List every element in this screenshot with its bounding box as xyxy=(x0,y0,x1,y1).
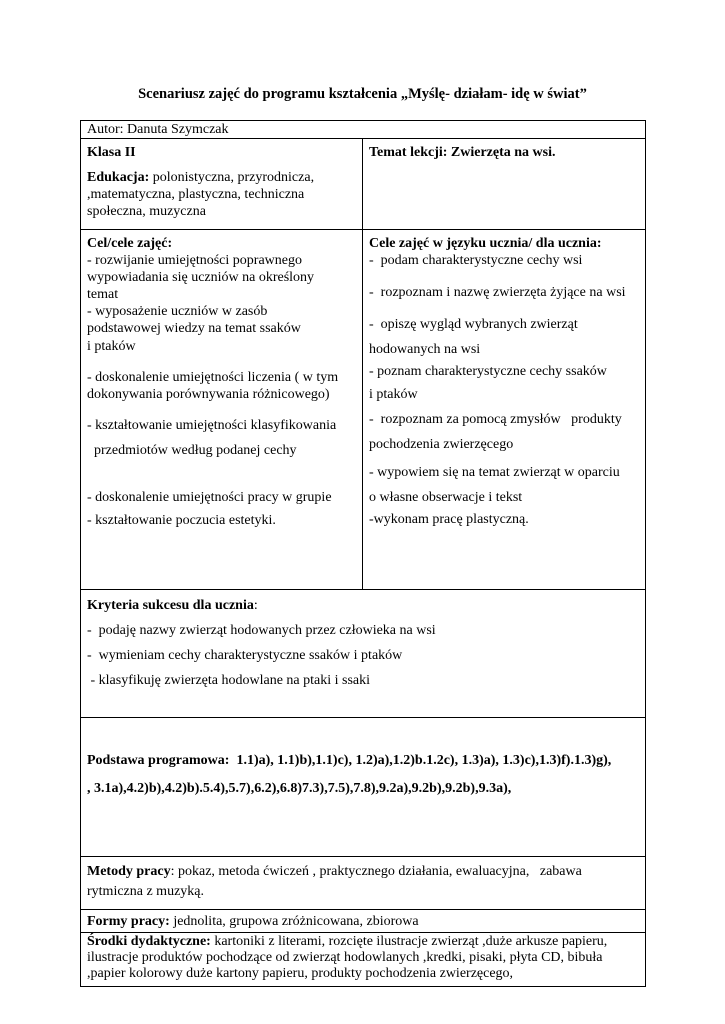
forms-text: Formy pracy: jednolita, grupowa zróżnicowana, zbiorowa xyxy=(87,914,419,930)
document-title: Scenariusz zajęć do programu kształcenia „Myślę- działam- idę w świat” xyxy=(138,86,587,102)
goal-line: - kształtowanie umiejętności klasyfikowania xyxy=(87,417,337,433)
goal-line: - kształtowanie poczucia estetyki. xyxy=(87,513,276,529)
criteria-item: - klasyfikuję zwierzęta hodowlane na ptaki i ssaki xyxy=(87,673,371,689)
criteria-cell xyxy=(81,590,646,718)
goal-line: dokonywania porównywania różnicowego) xyxy=(87,386,330,402)
student-goal-line: pochodzenia zwierzęcego xyxy=(369,436,514,452)
education-line-1: Edukacja: polonistyczna, przyrodnicza, xyxy=(87,170,315,186)
lesson-topic: Temat lekcji: Zwierzęta na wsi. xyxy=(369,145,556,161)
curriculum-line-2: , 3.1a),4.2)b),4.2)b).5.4),5.7),6.2),6.8)7.3),7.5),7.8),9.2a),9.2b),9.2b),9.3a), xyxy=(87,781,512,797)
topic-cell xyxy=(363,139,646,230)
student-goal-line: - podam charakterystyczne cechy wsi xyxy=(369,253,583,269)
methods-text: Metody pracy: pokaz, metoda ćwiczeń , praktycznego działania, ewaluacyjna, zabawa rytmiczna z muzyką. xyxy=(87,864,586,899)
goal-line: - rozwijanie umiejętności poprawnego xyxy=(87,253,302,269)
means-cell xyxy=(81,933,646,987)
goal-line: temat xyxy=(87,287,119,303)
criteria-heading: Kryteria sukcesu dla ucznia: xyxy=(87,598,258,614)
curriculum-label: Podstawa programowa: xyxy=(87,753,230,769)
student-goal-line: - rozpoznam i nazwę zwierzęta żyjące na wsi xyxy=(369,285,626,301)
student-goal-line: o własne obserwacje i tekst xyxy=(369,489,523,505)
class-cell xyxy=(81,139,363,230)
goals-row xyxy=(81,230,646,590)
goal-line: - wyposażenie uczniów w zasób xyxy=(87,304,268,320)
forms-label: Formy pracy: xyxy=(87,914,170,930)
goals-label: Cel/cele zajęć: xyxy=(87,236,173,252)
student-goal-line: - wypowiem się na temat zwierząt w oparciu xyxy=(369,464,620,480)
education-line-3: społeczna, muzyczna xyxy=(87,204,206,220)
means-label: Środki dydaktyczne: xyxy=(87,934,211,950)
student-goal-line: - opiszę wygląd wybranych zwierząt xyxy=(369,317,578,333)
means-row xyxy=(81,933,646,987)
methods-row xyxy=(81,857,646,910)
student-goals-label: Cele zajęć w języku ucznia/ dla ucznia: xyxy=(369,236,602,252)
goal-line: - doskonalenie umiejętności liczenia ( w tym xyxy=(87,369,339,385)
goal-line: - doskonalenie umiejętności pracy w grupie xyxy=(87,489,332,505)
class-topic-row xyxy=(81,139,646,230)
student-goals-cell xyxy=(363,230,646,590)
student-goal-line: -wykonam pracę plastyczną. xyxy=(369,511,529,527)
student-goal-line: - poznam charakterystyczne cechy ssaków xyxy=(369,364,607,380)
means-text: Środki dydaktyczne: kartoniki z literami, rozcięte ilustracje zwierząt ,duże arkusze papieru, ilustracje produktów pochodzące od zwierząt hodowlanych ,kredki, pisaki, płyta CD, bibuła ,papier kolorowy duże kartony papieru, produkty pochodzenia zwierzęcego, xyxy=(87,934,608,982)
forms-row xyxy=(81,910,646,933)
student-goal-line: - rozpoznam za pomocą zmysłów produkty xyxy=(369,411,622,427)
criteria-item: - podaję nazwy zwierząt hodowanych przez człowieka na wsi xyxy=(87,623,436,639)
lesson-plan-table xyxy=(80,120,646,987)
education-line-2: ,matematyczna, plastyczna, techniczna xyxy=(87,187,305,203)
author: Autor: Danuta Szymczak xyxy=(87,122,229,137)
goal-line: podstawowej wiedzy na temat ssaków xyxy=(87,321,301,337)
criteria-row xyxy=(81,590,646,718)
author-row xyxy=(81,121,646,139)
class-label: Klasa II xyxy=(87,145,136,161)
goal-line: wypowiadania się uczniów na określony xyxy=(87,270,315,286)
goal-line: i ptaków xyxy=(87,338,136,354)
student-goal-line: hodowanych na wsi xyxy=(369,342,481,358)
education-label: Edukacja: xyxy=(87,170,150,186)
criteria-item: - wymieniam cechy charakterystyczne ssaków i ptaków xyxy=(87,648,403,664)
curriculum-row xyxy=(81,718,646,857)
curriculum-cell xyxy=(81,718,646,857)
methods-label: Metody pracy xyxy=(87,864,171,880)
curriculum-line-1: Podstawa programowa: 1.1)a), 1.1)b),1.1)c), 1.2)a),1.2)b.1.2c), 1.3)a), 1.3)c),1.3)f).1.3)g), xyxy=(87,753,612,769)
criteria-label: Kryteria sukcesu dla ucznia xyxy=(87,598,254,614)
forms-cell xyxy=(81,910,646,933)
student-goal-line: i ptaków xyxy=(369,386,418,402)
goal-line: przedmiotów według podanej cechy xyxy=(87,442,297,458)
author-cell xyxy=(81,121,646,139)
goals-cell xyxy=(81,230,363,590)
methods-cell xyxy=(81,857,646,910)
